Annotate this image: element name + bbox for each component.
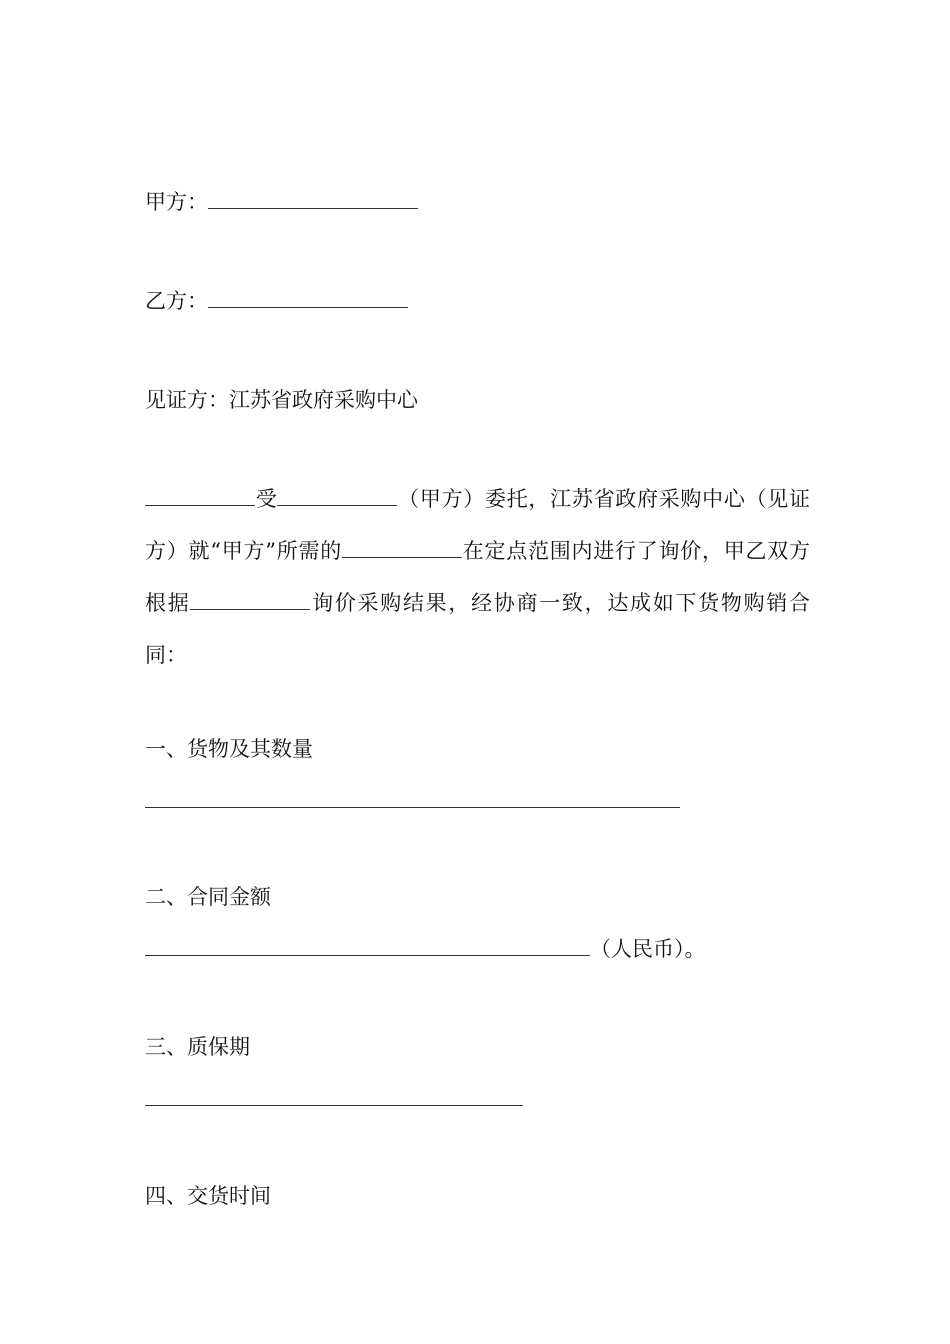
party-b-blank[interactable] — [208, 285, 408, 308]
section-2-heading: 二、合同金额 — [145, 885, 271, 909]
section-1-heading: 一、货物及其数量 — [145, 737, 313, 761]
preamble-blank-4[interactable] — [190, 587, 310, 610]
preamble-text-2: （甲方）委托，江苏省政府采购中心（见证方）就“甲方”所需的 — [145, 487, 811, 563]
witness-value: 江苏省政府采购中心 — [229, 388, 418, 412]
preamble-text-3: 在定点范围内进行了询价，甲乙双方根据 — [145, 539, 810, 615]
preamble-paragraph — [145, 473, 810, 681]
preamble-blank-3[interactable] — [342, 535, 462, 558]
party-a-line — [145, 186, 418, 217]
section-2-amount-blank[interactable] — [145, 933, 590, 956]
section-2-amount-line — [145, 933, 706, 964]
section-4-heading: 四、交货时间 — [145, 1184, 271, 1208]
section-2-suffix: （人民币）。 — [590, 937, 706, 961]
party-a-blank[interactable] — [208, 186, 418, 209]
section-1-blank[interactable] — [145, 806, 680, 808]
section-3-heading: 三、质保期 — [145, 1035, 250, 1059]
preamble-text-4: 询价采购结果，经协商一致，达成如下货物购销合同： — [145, 591, 811, 667]
witness-line — [145, 385, 418, 415]
preamble-blank-1[interactable] — [145, 483, 255, 506]
party-b-line — [145, 285, 408, 316]
preamble-blank-2[interactable] — [277, 483, 397, 506]
party-a-label: 甲方： — [145, 190, 208, 214]
section-3-blank[interactable] — [145, 1104, 523, 1106]
preamble-text-1: 受 — [255, 487, 278, 511]
party-b-label: 乙方： — [145, 289, 208, 313]
witness-label: 见证方： — [145, 388, 229, 412]
